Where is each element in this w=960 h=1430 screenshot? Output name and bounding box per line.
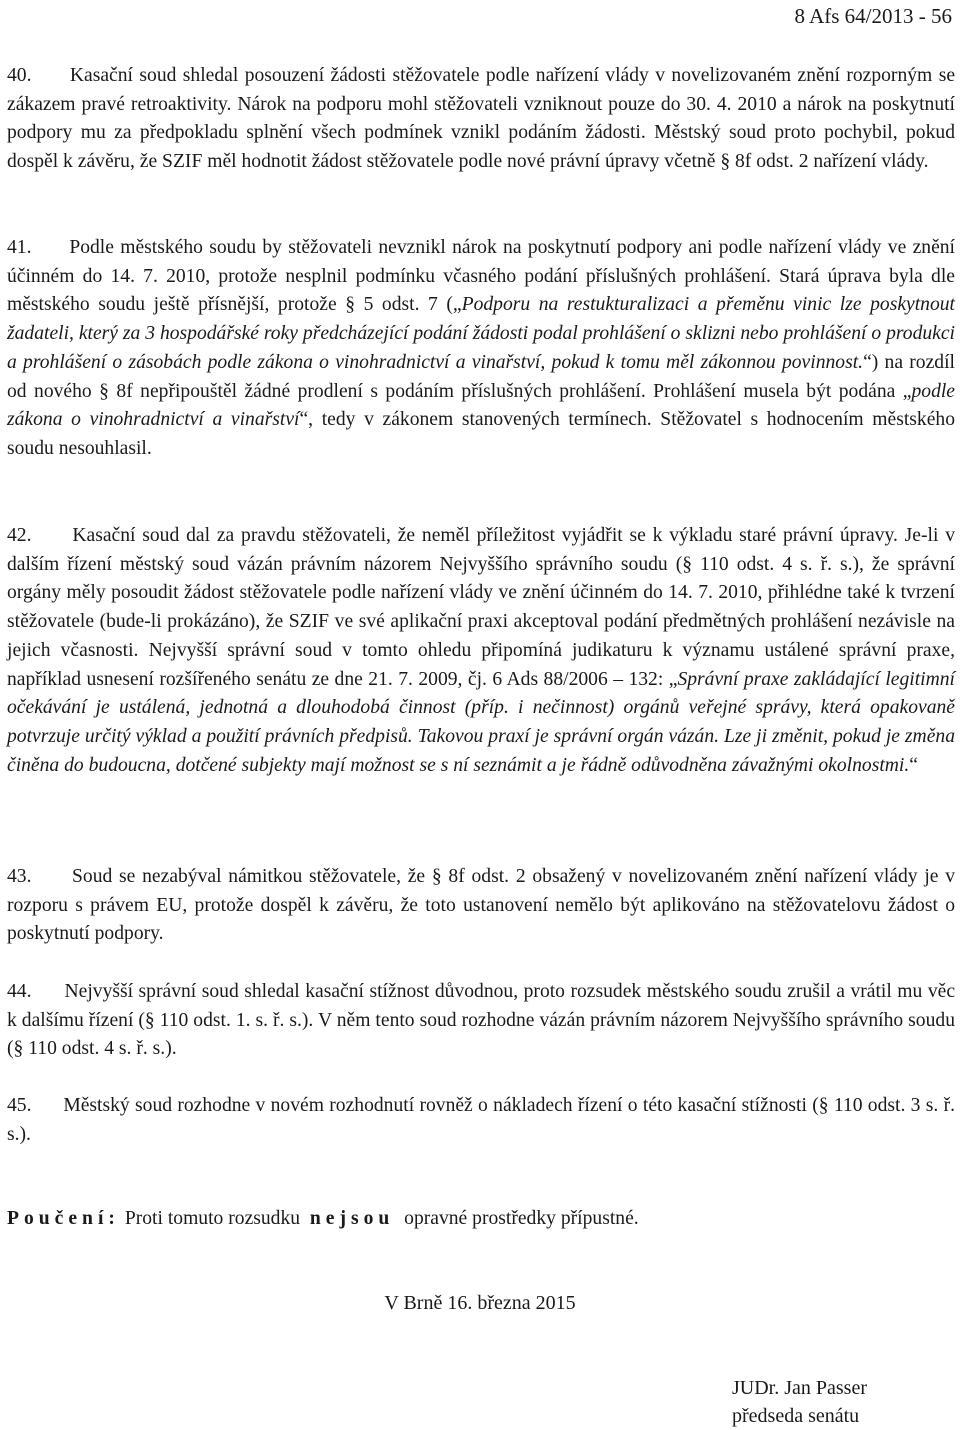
quoted-regulation-text: Podporu na restukturalizaci a přeměnu vinic lze poskytnout žadateli, který za 3 hospodářské roky předcházející podání žádosti podal prohlášení o sklizni nebo prohlášení o produkci a prohlášení o zásobách podle zákona o vinohradnictví a vinařství, pokud k tomu měl zákonnou povinnost. xyxy=(7,294,955,373)
notice-rest: opravné prostředky přípustné. xyxy=(399,1208,639,1229)
notice-label: Poučení: xyxy=(7,1208,120,1229)
quoted-case-law: Správní praxe zakládající legitimní očekávání je ustálená, jednotná a dlouhodobá činnost (příp. i nečinnost) orgánů veřejné správy, která opakovaně potvrzuje určitý výklad a použití právních předpisů. Takovou praxí je správní orgán vázán. Lze ji změnit, pokud je změna činěna do budoucna, dotčené subjekty mají možnost se s ní seznámit a je řádně odůvodněna závažnými okolnostmi. xyxy=(7,668,955,776)
paragraph-45 xyxy=(7,1092,955,1149)
paragraph-number: 45. xyxy=(7,1095,32,1116)
paragraph-43 xyxy=(7,863,955,949)
case-reference: 8 Afs 64/2013 - 56 xyxy=(794,4,952,28)
signature-block xyxy=(732,1374,867,1430)
notice-emphasis: nejsou xyxy=(309,1208,395,1229)
paragraph-number: 40. xyxy=(7,65,32,86)
paragraph-text: Podle městského soudu by stěžovateli nevznikl nárok na poskytnutí podpory ani podle nařízení vlády ve znění účinném do 14. 7. 2010, protože nesplnil podmínku včasného podání příslušných prohlášení. Stará úprava byla dle městského soudu ještě přísnější, protože § 5 odst. 7 („ xyxy=(7,237,956,316)
paragraph-number: 43. xyxy=(7,866,32,887)
paragraph-42 xyxy=(7,522,955,780)
paragraph-text: Kasační soud shledal posouzení žádosti stěžovatele podle nařízení vlády v novelizovaném znění rozporným se zákazem pravé retroaktivity. Nárok na podporu mohl stěžovateli vzniknout pouze do 30. 4. 2010 a nárok na poskytnutí podpory mu za předpokladu splnění všech podmínek vznikl podáním žádosti. Městský soud proto pochybil, pokud dospěl k závěru, že SZIF měl hodnotit žádost stěžovatele podle nové právní úpravy včetně § 8f odst. 2 nařízení vlády. xyxy=(7,65,956,173)
paragraph-41 xyxy=(7,234,955,464)
paragraph-number: 41. xyxy=(7,237,32,258)
signatory-role: předseda senátu xyxy=(732,1405,860,1427)
quoted-law-reference: podle zákona o vinohradnictví a vinařství xyxy=(7,380,955,431)
legal-notice xyxy=(7,1205,639,1233)
paragraph-text: Kasační soud dal za pravdu stěžovateli, že neměl příležitost vyjádřit se k výkladu staré právní úpravy. Je-li v dalším řízení městský soud vázán právním názorem Nejvyššího správního soudu (§ 110 odst. 4 s. ř. s.), že správní orgány měly posoudit žádost stěžovatele podle nařízení vlády ve znění účinném do 14. 7. 2010, přihlédne také k tvrzení stěžovatele (bude-li prokázáno), že SZIF ve své aplikační praxi akceptoval podání předmětných prohlášení nezávisle na jejich včasnosti. Nejvyšší správní soud v tomto ohledu připomíná judikaturu k významu ustálené správní praxe, například usnesení rozšířeného senátu ze dne 21. 7. 2009, čj. 6 Ads 88/2006 – 132: „ xyxy=(7,525,956,690)
paragraph-text: “ xyxy=(909,754,918,776)
paragraph-text: Nejvyšší správní soud shledal kasační stížnost důvodnou, proto rozsudek městského soudu zrušil a vrátil mu věc k dalšímu řízení (§ 110 odst. 1. s. ř. s.). V něm tento soud rozhodne vázán právním názorem Nejvyššího správního soudu (§ 110 odst. 4 s. ř. s.). xyxy=(7,981,956,1060)
paragraph-40 xyxy=(7,62,955,177)
paragraph-number: 44. xyxy=(7,981,32,1002)
paragraph-text: Městský soud rozhodne v novém rozhodnutí rovněž o nákladech řízení o této kasační stížnosti (§ 110 odst. 3 s. ř. s.). xyxy=(7,1095,956,1145)
paragraph-44 xyxy=(7,978,955,1064)
signatory-name: JUDr. Jan Passer xyxy=(732,1377,867,1399)
place-and-date: V Brně 16. března 2015 xyxy=(384,1292,576,1314)
paragraph-number: 42. xyxy=(7,525,32,546)
paragraph-text: “, tedy v zákonem stanovených termínech. Stěžovatel s hodnocením městského soudu nesouhlasil. xyxy=(7,409,956,459)
paragraph-text: Soud se nezabýval námitkou stěžovatele, že § 8f odst. 2 obsažený v novelizovaném znění nařízení vlády je v rozporu s právem EU, protože dospěl k závěru, že toto ustanovení nemělo být aplikováno na stěžovatelovu žádost o poskytnutí podpory. xyxy=(7,866,956,945)
paragraph-text: “) na rozdíl od nového § 8f nepřipouštěl žádné prodlení s podáním příslušných prohlášení. Prohlášení musela být podána „ xyxy=(7,351,955,402)
notice-text: Proti tomuto rozsudku xyxy=(119,1208,305,1229)
